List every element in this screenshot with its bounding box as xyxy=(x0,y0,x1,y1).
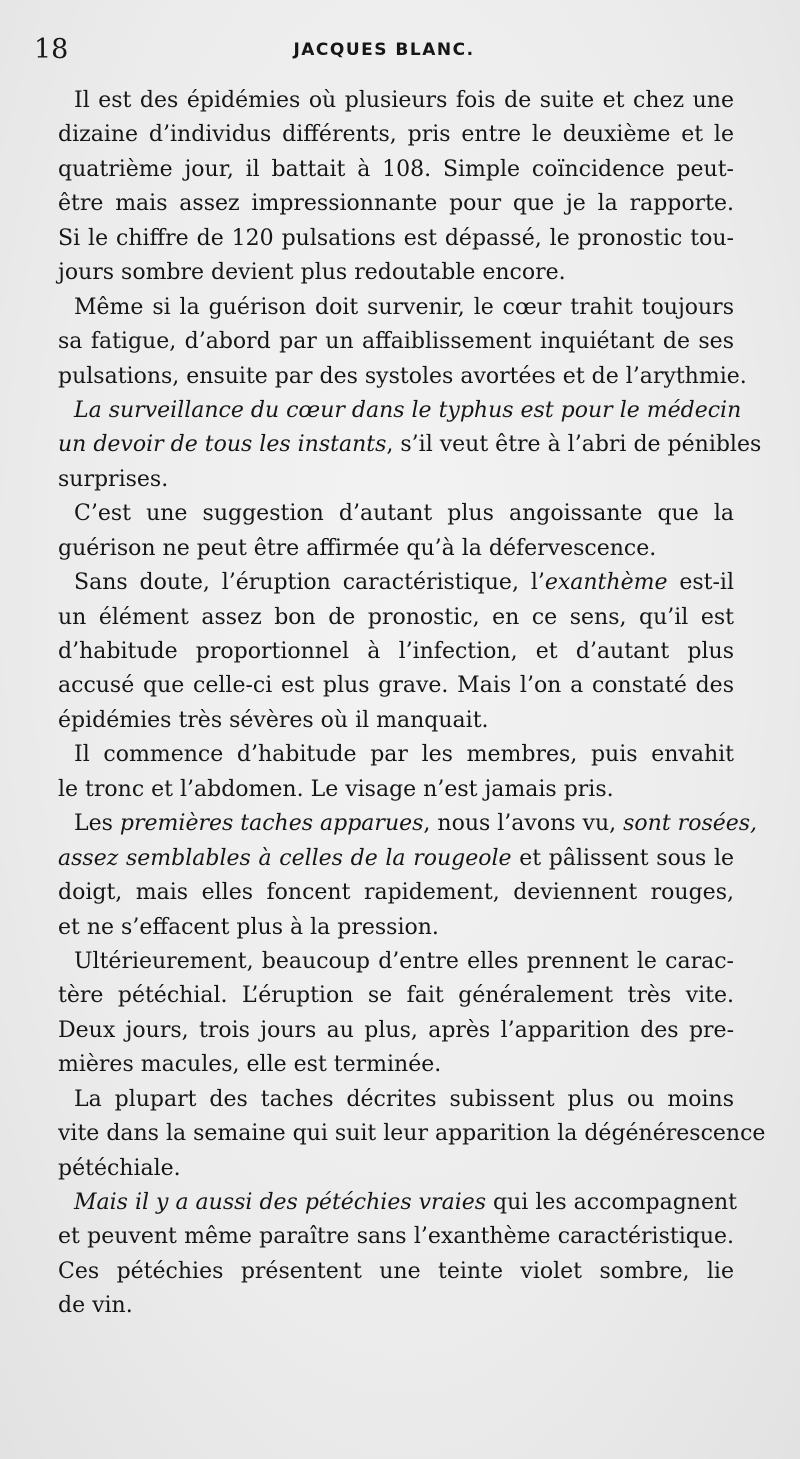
text-segment: La plupart des taches décrites subissent plus ou moins xyxy=(74,1086,734,1112)
text-line xyxy=(58,876,734,910)
text-segment: d’habitude proportionnel à l’infection, et d’autant plus xyxy=(58,639,734,664)
text-line xyxy=(58,979,734,1013)
text-segment: de vin. xyxy=(58,1293,133,1319)
italic-text: Mais il y a aussi des pétéchies vraies xyxy=(74,1190,487,1215)
text-line xyxy=(58,945,734,979)
italic-text: un devoir de tous les instants xyxy=(58,432,387,458)
text-segment: est-il xyxy=(667,570,734,596)
text-segment: sa fatigue, d’abord par un affaiblissement inquiétant de ses xyxy=(58,329,734,355)
text-line xyxy=(58,532,734,566)
page-number: 18 xyxy=(34,34,69,65)
text-segment: Sans doute, l’éruption caractéristique, l’ xyxy=(74,570,545,596)
text-segment: et peuvent même paraître sans l’exanthème caractéristique. xyxy=(58,1224,734,1250)
text-line xyxy=(58,738,734,772)
text-line xyxy=(58,360,747,394)
text-line xyxy=(58,463,734,497)
text-line xyxy=(58,1220,734,1254)
italic-text: sont rosées, xyxy=(623,811,758,837)
text-line xyxy=(58,773,734,807)
text-line xyxy=(58,1255,734,1289)
text-line xyxy=(58,566,734,600)
text-segment: mières macules, elle est terminée. xyxy=(58,1052,442,1078)
text-segment: quatrième jour, il battait à 108. Simple coïncidence peut- xyxy=(58,156,734,182)
text-line xyxy=(58,704,734,738)
text-line xyxy=(58,1048,734,1082)
text-line xyxy=(58,118,734,152)
text-line xyxy=(58,256,734,290)
body-text xyxy=(58,84,766,1324)
text-segment: Il commence d’habitude par les membres, puis envahit xyxy=(74,742,734,768)
text-line xyxy=(58,601,734,635)
text-segment: Deux jours, trois jours au plus, après l’apparition des pre- xyxy=(58,1017,734,1043)
text-line xyxy=(58,911,734,945)
text-line xyxy=(58,1014,734,1048)
text-segment: vite dans la semaine qui suit leur apparition la dégénérescence xyxy=(58,1121,766,1147)
text-line xyxy=(58,635,734,669)
text-line xyxy=(58,187,734,221)
text-segment: Il est des épidémies où plusieurs fois de suite et chez une xyxy=(74,88,734,113)
italic-text: premières taches apparues xyxy=(119,811,424,837)
text-segment: Les xyxy=(74,811,120,837)
italic-text: exanthème xyxy=(544,570,668,596)
text-segment: , nous l’avons vu, xyxy=(423,811,624,837)
text-segment: C’est une suggestion d’autant plus angoissante que la xyxy=(74,501,734,527)
text-segment: accusé que celle-ci est plus grave. Mais l’on a constaté des xyxy=(58,673,734,699)
text-segment: doigt, mais elles foncent rapidement, deviennent rouges, xyxy=(58,880,734,906)
text-segment: être mais assez impressionnante pour que je la rapporte. xyxy=(58,191,734,217)
text-segment: qui les accompagnent xyxy=(486,1190,738,1215)
text-segment: épidémies très sévères où il manquait. xyxy=(58,707,489,733)
text-segment: jours sombre devient plus redoutable encore. xyxy=(58,260,566,286)
text-line xyxy=(58,497,734,531)
text-line xyxy=(58,153,734,187)
text-line xyxy=(58,222,734,256)
text-segment: pétéchiale. xyxy=(58,1155,181,1181)
text-segment: pulsations, ensuite par des systoles avortées et de l’arythmie. xyxy=(58,363,747,389)
text-segment: Même si la guérison doit survenir, le cœur trahit toujours xyxy=(74,294,734,320)
text-line xyxy=(58,807,758,841)
text-line xyxy=(58,428,762,462)
page-header xyxy=(34,34,734,66)
text-segment: , s’il veut être à l’abri de pénibles xyxy=(386,432,762,458)
italic-text: assez semblables à celles de la rougeole xyxy=(58,845,512,871)
text-line xyxy=(58,84,734,118)
text-segment: et ne s’effacent plus à la pression. xyxy=(58,914,439,940)
text-segment: et pâlissent sous le xyxy=(511,845,735,871)
text-line xyxy=(58,1117,766,1151)
text-line xyxy=(58,1083,734,1117)
text-segment: Si le chiffre de 120 pulsations est dépassé, le pronostic tou- xyxy=(58,225,734,251)
text-segment: dizaine d’individus différents, pris entre le deuxième et le xyxy=(58,122,734,148)
text-segment: tère pétéchial. L’éruption se fait généralement très vite. xyxy=(58,983,734,1009)
text-line xyxy=(58,325,734,359)
text-segment: le tronc et l’abdomen. Le visage n’est jamais pris. xyxy=(58,776,614,802)
text-line xyxy=(58,291,734,325)
text-line xyxy=(58,842,734,876)
running-title: JACQUES BLANC. xyxy=(293,40,475,60)
text-line xyxy=(58,1289,734,1323)
text-line xyxy=(58,394,742,428)
italic-text: La surveillance du cœur dans le typhus est pour le médecin xyxy=(74,397,742,423)
text-line xyxy=(58,669,734,703)
text-line xyxy=(58,1152,734,1186)
text-segment: guérison ne peut être affirmée qu’à la défervescence. xyxy=(58,535,657,561)
text-segment: Ces pétéchies présentent une teinte violet sombre, lie xyxy=(58,1258,734,1284)
text-segment: Ultérieurement, beaucoup d’entre elles prennent le carac- xyxy=(74,948,734,974)
text-line xyxy=(58,1186,738,1220)
text-segment: surprises. xyxy=(58,466,169,492)
text-segment: un élément assez bon de pronostic, en ce sens, qu’il est xyxy=(58,604,734,630)
